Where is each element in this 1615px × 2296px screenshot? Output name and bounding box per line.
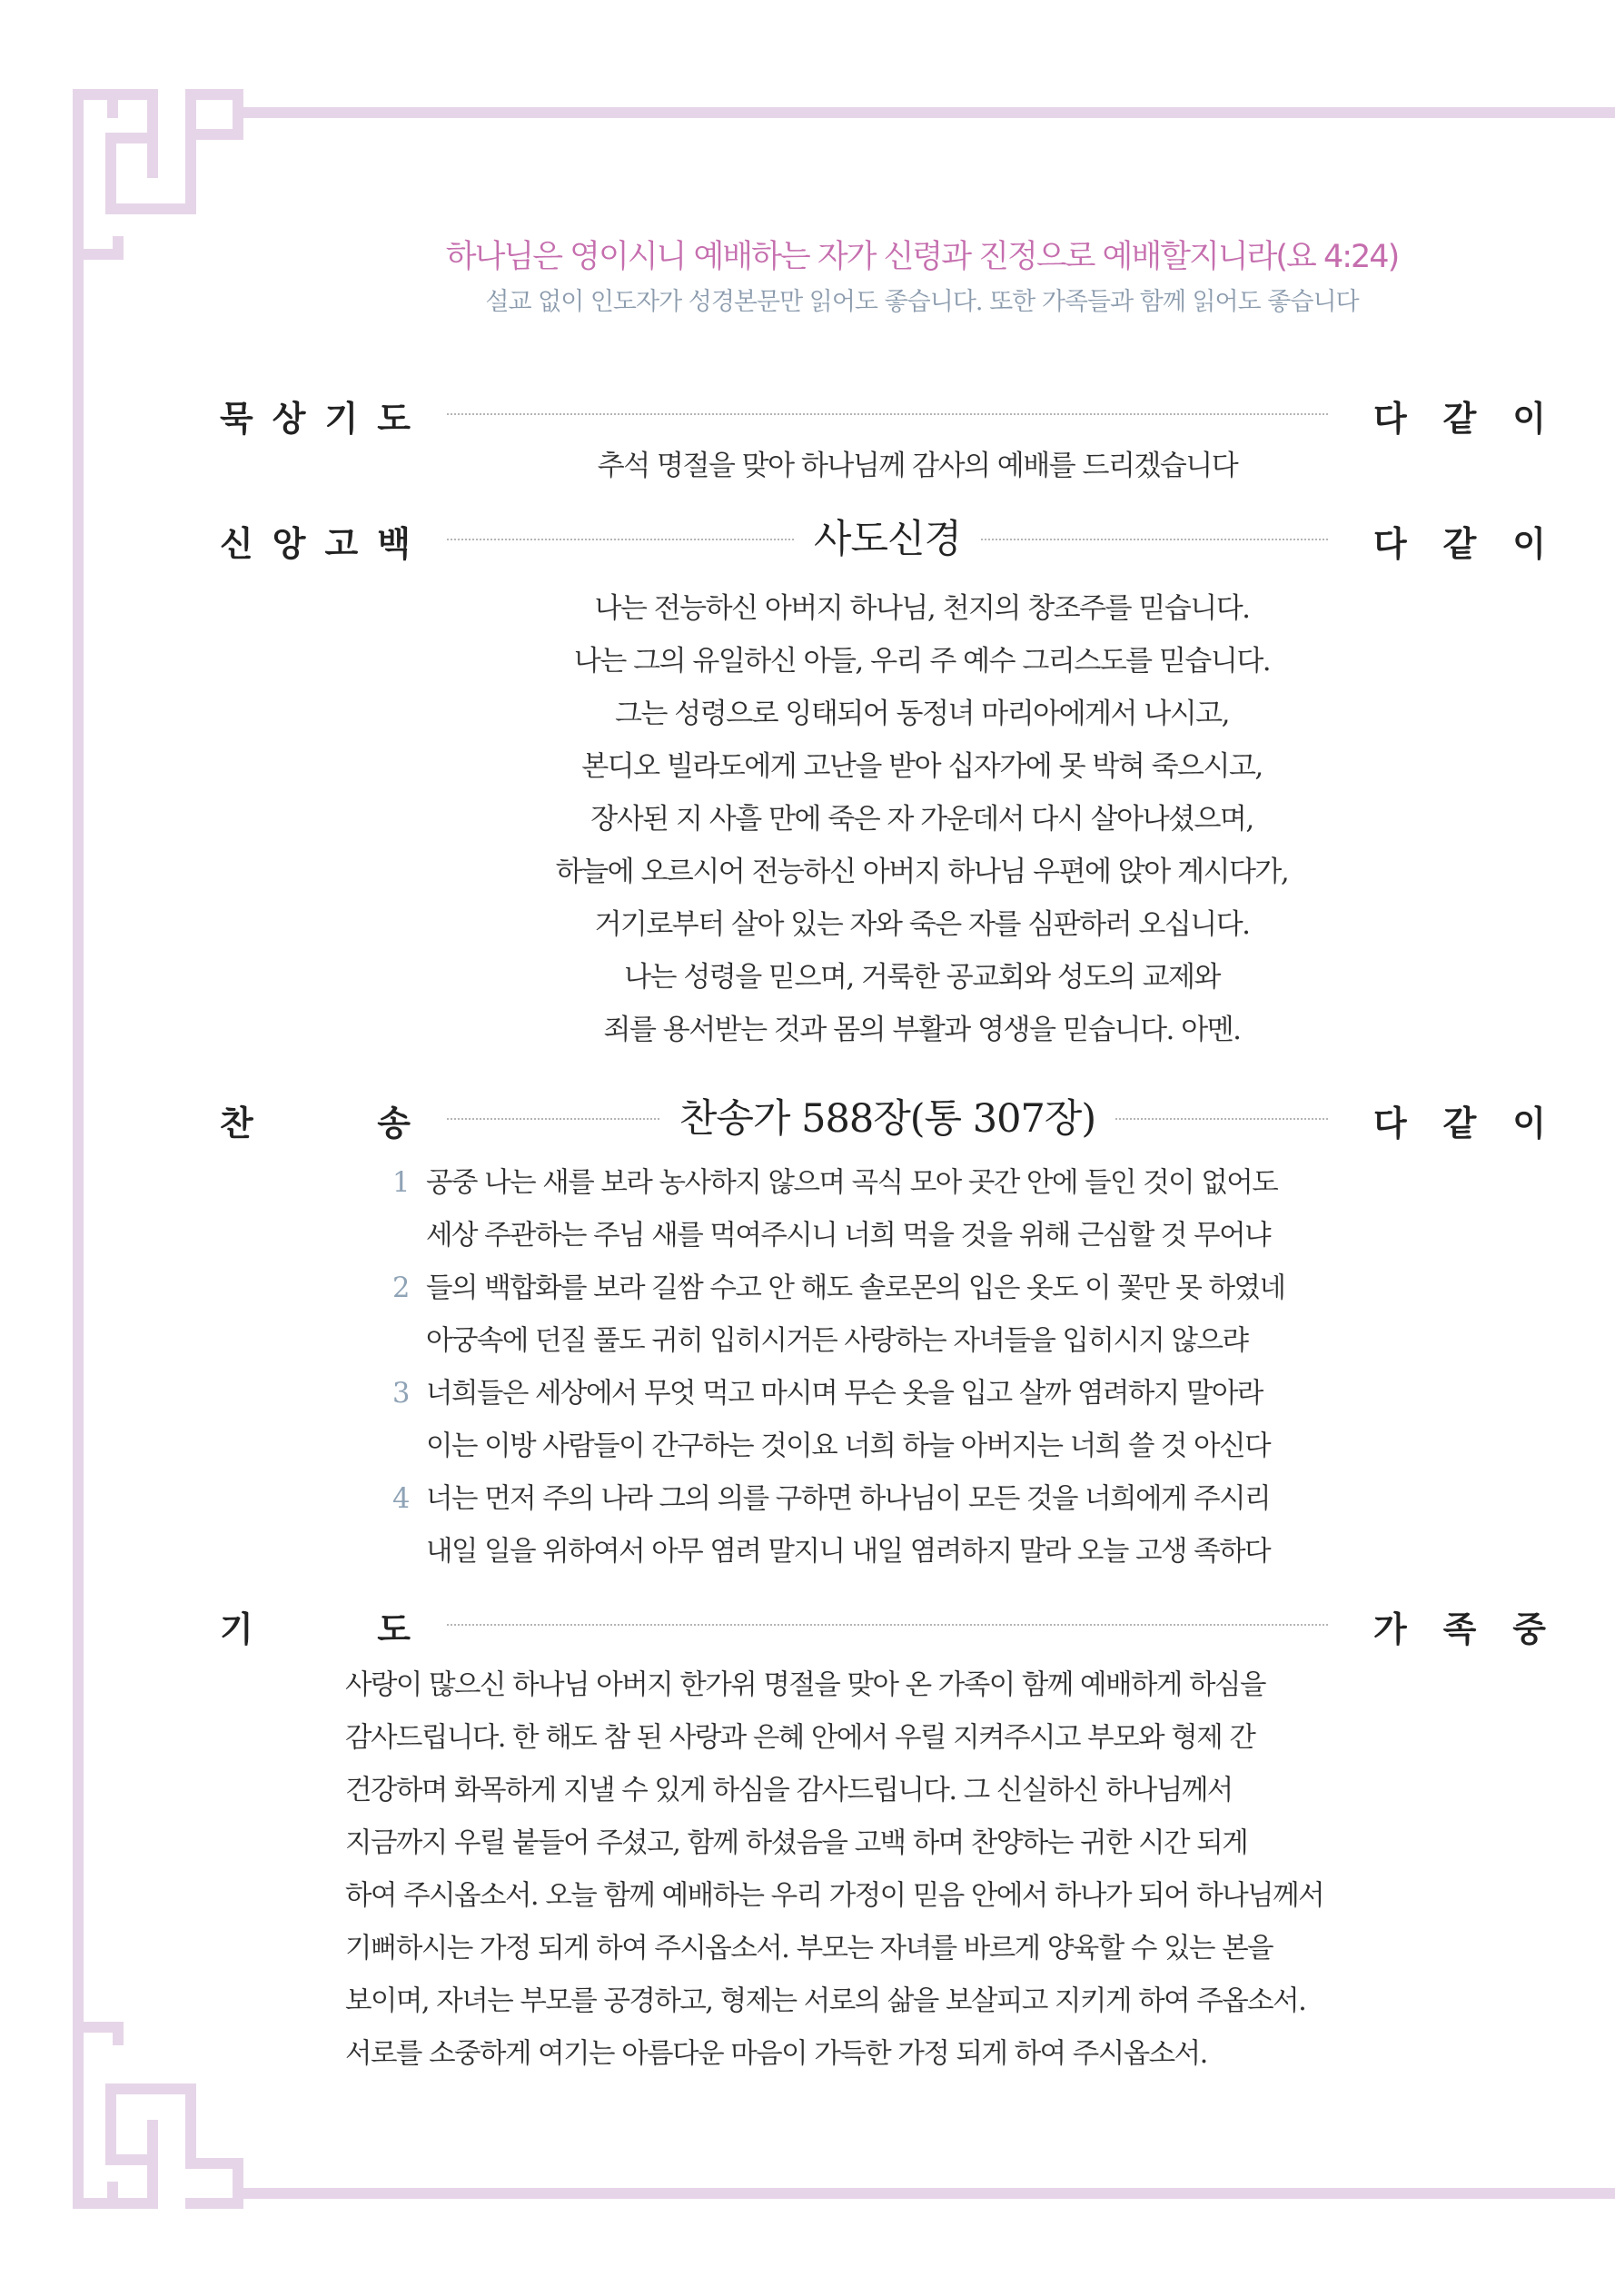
section-silent-prayer (220, 383, 1546, 438)
fret-corner-ornament-top-icon (78, 94, 238, 254)
creed-line: 죄를 용서받는 것과 몸의 부활과 영생을 믿습니다. 아멘. (603, 1014, 1241, 1046)
creed-text (345, 582, 1499, 1056)
prayer-text (345, 1659, 1435, 2081)
creed-line: 나는 성령을 믿으며, 거룩한 공교회와 성도의 교제와 (624, 961, 1220, 994)
verse-number: 2 (392, 1272, 411, 1304)
hymn-line: 1 공중 나는 새를 보라 농사하지 않으며 곡식 모아 곳간 안에 들인 것이 없어도 (392, 1157, 1464, 1210)
hymn-lyrics (392, 1157, 1464, 1578)
section-hymn (220, 1088, 1546, 1143)
creed-line: 그는 성령으로 잉태되어 동정녀 마리아에게서 나시고, (615, 698, 1229, 730)
prayer-line: 감사드립니다. 한 해도 참 된 사랑과 은혜 안에서 우릴 지켜주시고 부모와 형제 간 (345, 1722, 1255, 1754)
scripture-verse: 하나님은 영이시니 예배하는 자가 신령과 진정으로 예배할지니라(요 4:24) (445, 239, 1399, 275)
prayer-line: 사랑이 많으신 하나님 아버지 한가위 명절을 맞아 온 가족이 함께 예배하게 하심을 (345, 1669, 1265, 1701)
section-label: 기 도 (220, 1609, 411, 1649)
silent-prayer-text: 추석 명절을 맞아 하나님께 감사의 예배를 드리겠습니다 (597, 450, 1238, 482)
hymn-line: 4 너는 먼저 주의 나라 그의 의를 구하면 하나님이 모든 것을 너희에게 주시리 (392, 1473, 1464, 1526)
participant-label: 다 같 이 (1373, 1103, 1546, 1143)
instruction-note: 설교 없이 인도자가 성경본문만 읽어도 좋습니다. 또한 가족들과 함께 읽어도 좋습니다 (485, 288, 1359, 316)
hymn-line: 이는 이방 사람들이 간구하는 것이요 너희 하늘 아버지는 너희 쓸 것 아신다 (426, 1430, 1271, 1462)
hymn-line: 세상 주관하는 주님 새를 먹여주시니 너희 먹을 것을 위해 근심할 것 무어냐 (426, 1220, 1271, 1252)
creed-line: 나는 전능하신 아버지 하나님, 천지의 창조주를 믿습니다. (594, 592, 1250, 625)
creed-line: 장사된 지 사흘 만에 죽은 자 가운데서 다시 살아나셨으며, (590, 803, 1253, 836)
participant-label: 다 같 이 (1373, 524, 1546, 564)
prayer-line: 지금까지 우릴 붙들어 주셨고, 함께 하셨음을 고백 하며 찬양하는 귀한 시간 되게 (345, 1827, 1248, 1859)
section-label: 찬 송 (220, 1103, 411, 1143)
participant-label: 가 족 중 (1373, 1609, 1546, 1649)
hymn-line: 3 너희들은 세상에서 무엇 먹고 마시며 무슨 옷을 입고 살까 염려하지 말아라 (392, 1368, 1464, 1420)
section-prayer (220, 1594, 1546, 1648)
dotted-leader (447, 413, 1328, 415)
prayer-line: 기뻐하시는 가정 되게 하여 주시옵소서. 부모는 자녀를 바르게 양육할 수 있는 본을 (345, 1933, 1273, 1964)
prayer-line: 보이며, 자녀는 부모를 공경하고, 형제는 서로의 삶을 보살피고 지키게 하여 주옵소서. (345, 1985, 1306, 2017)
hymn-line: 아궁속에 던질 풀도 귀히 입히시거든 사랑하는 자녀들을 입히시지 않으랴 (426, 1325, 1248, 1357)
hymn-line: 내일 일을 위하여서 아무 염려 말지니 내일 염려하지 말라 오늘 고생 족하다 (426, 1536, 1271, 1568)
hymn-line: 2 들의 백합화를 보라 길쌈 수고 안 해도 솔로몬의 입은 옷도 이 꽃만 못 하였네 (392, 1262, 1464, 1315)
prayer-line: 하여 주시옵소서. 오늘 함께 예배하는 우리 가정이 믿음 안에서 하나가 되어 하나님께서 (345, 1880, 1324, 1912)
creed-line: 거기로부터 살아 있는 자와 죽은 자를 심판하러 오십니다. (594, 908, 1250, 941)
prayer-line: 서로를 소중하게 여기는 아름다운 마음이 가득한 가정 되게 하여 주시옵소서. (345, 2038, 1207, 2070)
verse-number: 1 (392, 1167, 411, 1199)
section-label: 신 앙 고 백 (220, 524, 411, 564)
dotted-leader (447, 1624, 1328, 1626)
fret-corner-ornament-bottom-icon (78, 2027, 238, 2203)
section-label: 묵 상 기 도 (220, 399, 411, 439)
creed-line: 하늘에 오르시어 전능하신 아버지 하나님 우편에 앉아 계시다가, (555, 856, 1289, 888)
verse-number: 4 (392, 1483, 411, 1515)
participant-label: 다 같 이 (1373, 399, 1546, 439)
creed-line: 나는 그의 유일하신 아들, 우리 주 예수 그리스도를 믿습니다. (573, 645, 1271, 678)
hymn-title: 찬송가 588장(통 307장) (659, 1096, 1115, 1142)
prayer-line: 건강하며 화목하게 지낼 수 있게 하심을 감사드립니다. 그 신실하신 하나님께서 (345, 1775, 1233, 1806)
creed-line: 본디오 빌라도에게 고난을 받아 십자가에 못 박혀 죽으시고, (581, 750, 1263, 783)
creed-title: 사도신경 (794, 517, 981, 562)
verse-number: 3 (392, 1378, 411, 1410)
section-creed (220, 509, 1546, 563)
